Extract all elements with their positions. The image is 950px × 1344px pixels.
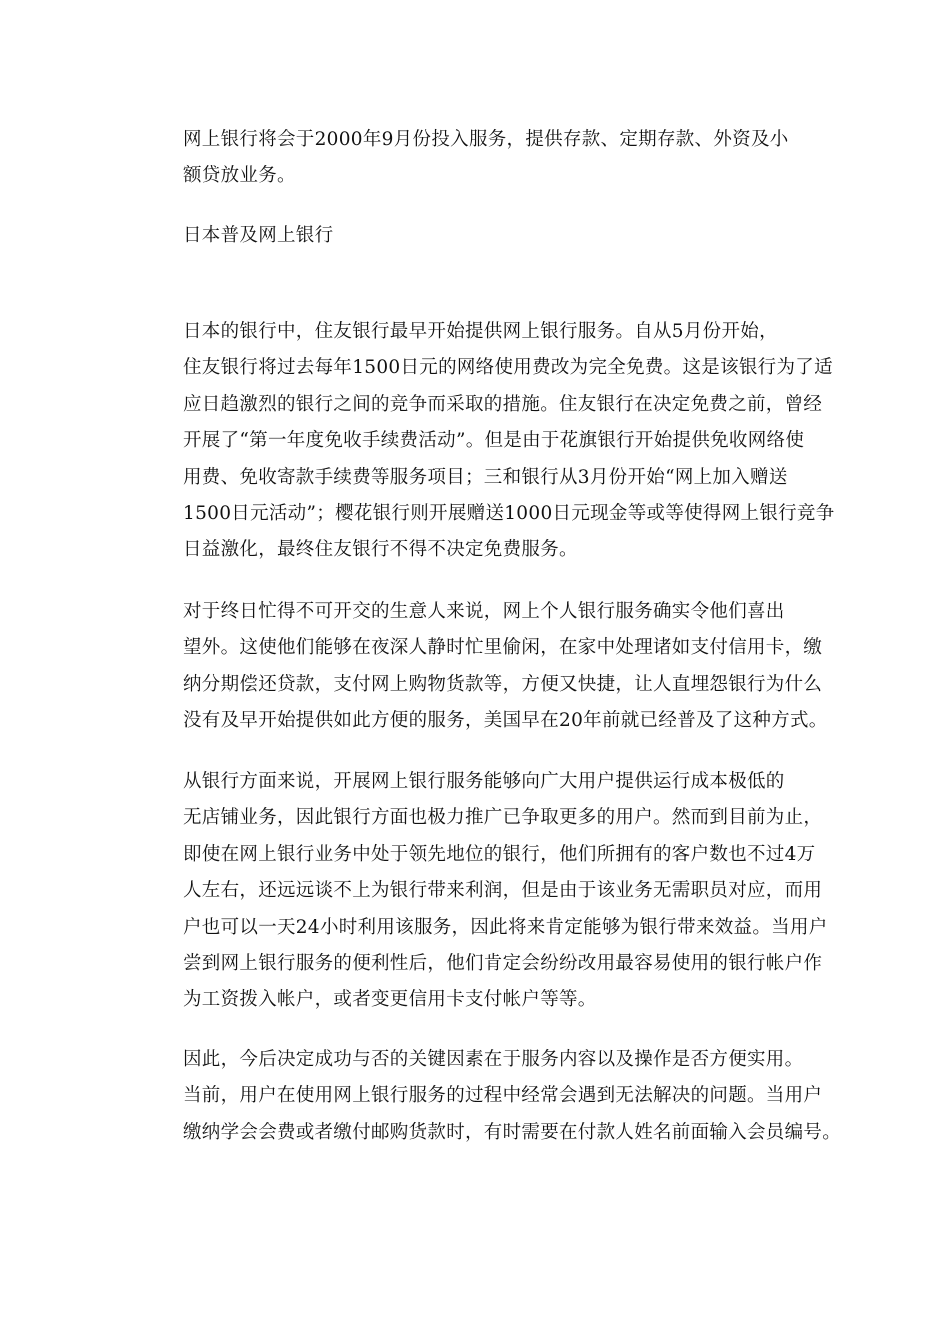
heading-text: 日本普及网上银行 [183,225,334,246]
text-line: 当前，用户在使用网上银行服务的过程中经常会遇到无法解决的问题。当用户 [183,1085,823,1107]
text-line: 纳分期偿还贷款，支付网上购物货款等，方便又快捷，让人直埋怨银行为什么 [183,673,823,695]
text-line: 为工资拨入帐户，或者变更信用卡支付帐户等等。 [183,989,597,1011]
paragraph-5 [143,1042,842,1151]
paragraph-4 [143,764,828,1019]
text-line: 缴纳学会会费或者缴付邮购货款时，有时需要在付款人姓名前面输入会员编号。 [183,1121,842,1143]
text-line: 用费、免收寄款手续费等服务项目；三和银行从3月份开始“网上加入赠送 [183,466,788,488]
text-line: 尝到网上银行服务的便利性后，他们肯定会纷纷改用最容易使用的银行帐户作 [183,953,823,975]
text-line: 应日趋激烈的银行之间的竞争而采取的措施。住友银行在决定免费之前，曾经 [183,393,823,415]
text-line: 1500日元活动”；樱花银行则开展赠送1000日元现金等或等使得网上银行竞争 [183,503,835,525]
text-line: 网上银行将会于2000年9月份投入服务，提供存款、定期存款、外资及小 [183,129,789,150]
text-line: 对于终日忙得不可开交的生意人来说，网上个人银行服务确实令他们喜出 [183,601,785,622]
text-line: 人左右，还远远谈不上为银行带来利润，但是由于该业务无需职员对应，而用 [183,880,823,902]
text-line: 因此，今后决定成功与否的关键因素在于服务内容以及操作是否方便实用。 [183,1049,804,1070]
text-line: 日本的银行中，住友银行最早开始提供网上银行服务。自从5月份开始， [183,321,778,342]
paragraph-2 [143,314,835,569]
text-line: 没有及早开始提供如此方便的服务，美国早在20年前就已经普及了这种方式。 [183,710,828,732]
paragraph-3 [143,594,828,740]
text-line: 无店铺业务，因此银行方面也极力推广已争取更多的用户。然而到目前为止， [183,807,823,829]
text-line: 日益激化，最终住友银行不得不决定免费服务。 [183,539,578,561]
text-line: 户也可以一天24小时利用该服务，因此将来肯定能够为银行带来效益。当用户 [183,916,828,938]
text-line: 住友银行将过去每年1500日元的网络使用费改为完全免费。这是该银行为了适 [183,357,833,379]
text-line: 从银行方面来说，开展网上银行服务能够向广大用户提供运行成本极低的 [183,771,785,792]
text-line: 即使在网上银行业务中处于领先地位的银行，他们所拥有的客户数也不过4万 [183,843,816,865]
section-heading [143,218,811,254]
text-line: 望外。这使他们能够在夜深人静时忙里偷闲，在家中处理诸如支付信用卡，缴 [183,637,823,659]
text-line: 开展了“第一年度免收手续费活动”。但是由于花旗银行开始提供免收网络使 [183,430,805,452]
text-line: 额贷放业务。 [183,165,296,187]
paragraph-1 [143,122,811,195]
